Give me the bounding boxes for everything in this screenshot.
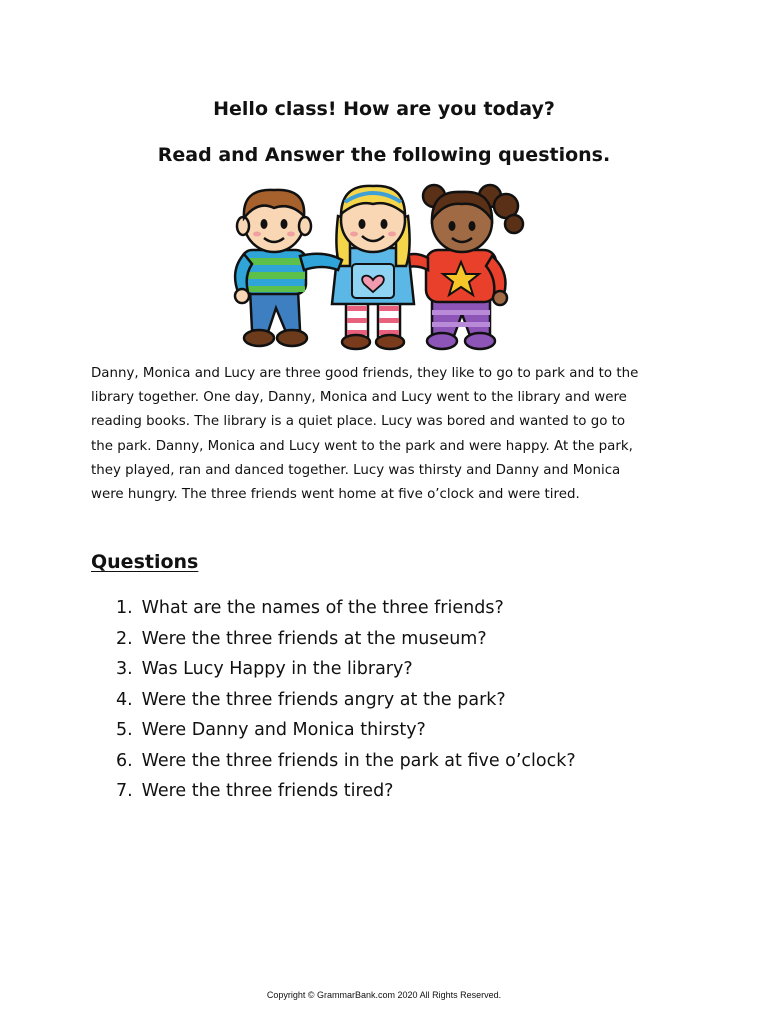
- girl-blue-dress-figure: [332, 186, 414, 349]
- passage-line: were hungry. The three friends went home at five o’clock and were tired.: [91, 487, 580, 503]
- greeting-heading: Hello class! How are you today?: [213, 98, 555, 120]
- girl-red-shirt-figure: [400, 185, 523, 349]
- question-text: What are the names of the three friends?: [141, 598, 504, 618]
- question-item: [116, 776, 576, 807]
- passage-line: reading books. The library is a quiet place. Lucy was bored and wanted to go to: [91, 414, 626, 430]
- instruction-heading: Read and Answer the following questions.: [157, 144, 611, 166]
- question-text: Was Lucy Happy in the library?: [141, 659, 413, 679]
- questions-heading: Questions: [91, 551, 199, 573]
- passage-line: the park. Danny, Monica and Lucy went to the park and were happy. At the park,: [91, 438, 633, 454]
- boy-figure: [235, 190, 311, 346]
- question-text: Were Danny and Monica thirsty?: [141, 720, 426, 740]
- question-item: [116, 654, 576, 685]
- reading-passage: [91, 362, 691, 507]
- question-text: Were the three friends in the park at five o’clock?: [141, 750, 576, 771]
- three-kids-illustration-icon: [228, 180, 536, 352]
- question-number: 1.: [116, 598, 133, 618]
- question-item: [116, 685, 576, 716]
- question-item: [116, 746, 576, 777]
- question-item: [116, 715, 576, 746]
- passage-line: they played, ran and danced together. Lucy was thirsty and Danny and Monica: [91, 462, 621, 478]
- questions-list: [116, 593, 576, 807]
- question-number: 4.: [116, 689, 133, 710]
- question-number: 7.: [116, 781, 133, 801]
- question-number: 3.: [116, 659, 133, 679]
- question-number: 5.: [116, 720, 133, 740]
- question-number: 6.: [116, 750, 133, 771]
- copyright-footer: Copyright © GrammarBank.com 2020 All Rights Reserved.: [266, 990, 502, 1000]
- question-item: [116, 624, 576, 655]
- question-text: Were the three friends angry at the park?: [141, 689, 506, 710]
- question-text: Were the three friends tired?: [141, 781, 394, 801]
- question-text: Were the three friends at the museum?: [141, 628, 487, 649]
- question-number: 2.: [116, 628, 133, 649]
- question-item: [116, 593, 576, 624]
- passage-line: Danny, Monica and Lucy are three good friends, they like to go to park and to the: [91, 366, 639, 381]
- passage-line: library together. One day, Danny, Monica and Lucy went to the library and were: [91, 390, 627, 406]
